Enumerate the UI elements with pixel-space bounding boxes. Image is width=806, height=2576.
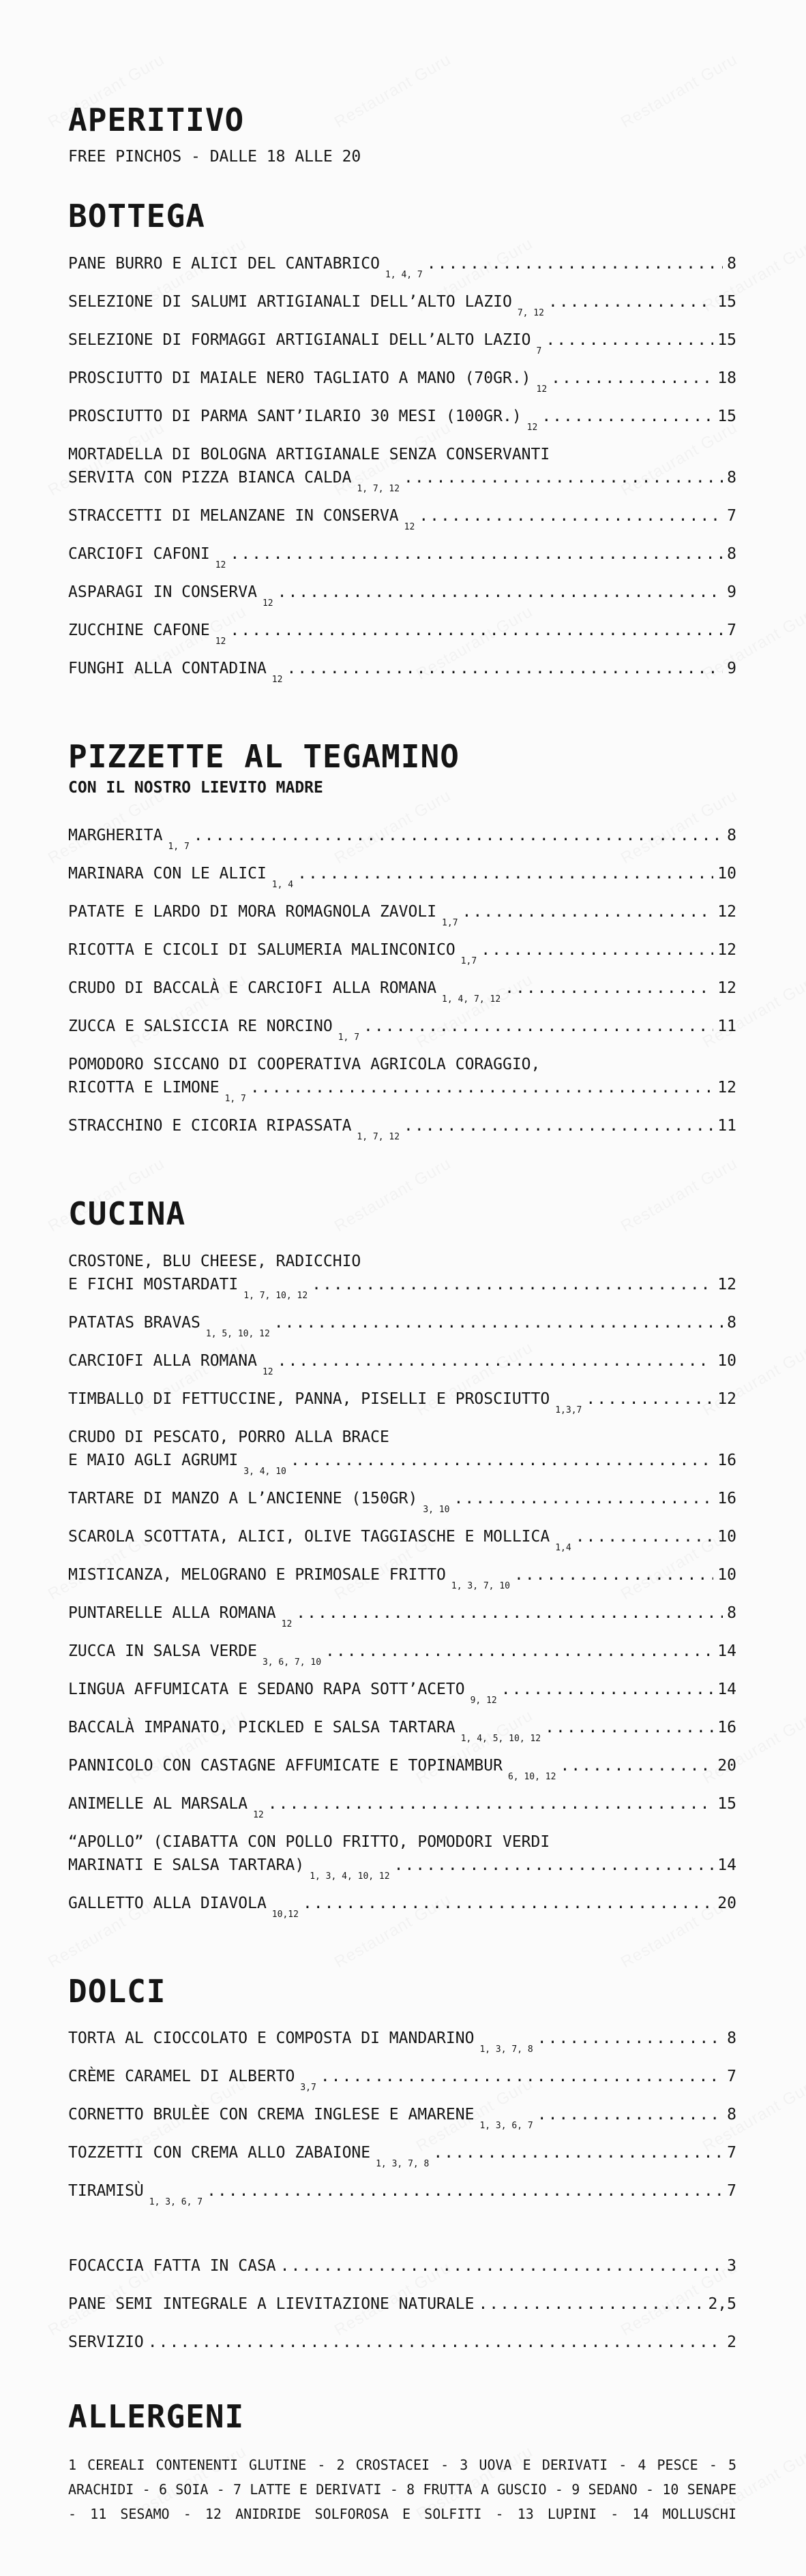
item-price: 15 [717, 1794, 736, 1813]
dot-leader [404, 466, 723, 489]
item-price: 8 [727, 468, 736, 487]
menu-item [68, 1015, 736, 1043]
item-row: ZUCCA IN SALSA VERDE 3, 6, 7, 10 ..... 14 [68, 1640, 736, 1663]
item-price: 12 [717, 902, 736, 921]
item-price: 8 [727, 826, 736, 844]
item-row: RICOTTA E LIMONE 1, 7 ..... 12 [68, 1076, 736, 1099]
menu-item [68, 1601, 736, 1629]
item-row: TIRAMISÙ 1, 3, 6, 7 ..... 7 [68, 2179, 736, 2203]
dot-leader [433, 2141, 723, 2164]
menu-item [68, 2065, 736, 2094]
menu-item [68, 1525, 736, 1553]
item-name: TOZZETTI CON CREMA ALLO ZABAIONE [68, 2144, 371, 2162]
item-price: 12 [717, 1078, 736, 1097]
menu-item [68, 2141, 736, 2170]
item-price: 10 [717, 864, 736, 883]
item-name: RICOTTA E LIMONE [68, 1078, 220, 1097]
item-price: 16 [717, 1718, 736, 1736]
menu-item [68, 542, 736, 570]
item-price: 14 [717, 1680, 736, 1698]
dot-leader [363, 1015, 713, 1038]
item-row: TARTARE DI MANZO A L’ANCIENNE (150GR) 3, 10 ..... 16 [68, 1487, 736, 1510]
item-name: BACCALÀ IMPANATO, PICKLED E SALSA TARTARA [68, 1718, 456, 1736]
item-price: 8 [727, 254, 736, 273]
item-price: 14 [717, 1856, 736, 1874]
menu-item [68, 1426, 736, 1477]
item-row: ANIMELLE AL MARSALA 12 ..... 15 [68, 1792, 736, 1815]
dot-leader [278, 1349, 714, 1373]
item-name-first-line: POMODORO SICCANO DI COOPERATIVA AGRICOLA CORAGGIO, [68, 1055, 541, 1073]
item-name: PROSCIUTTO DI MAIALE NERO TAGLIATO A MANO (70GR.) [68, 369, 531, 387]
dot-leader [194, 824, 723, 847]
item-price: 9 [727, 659, 736, 677]
item-name: CRÈME CARAMEL DI ALBERTO [68, 2068, 295, 2086]
item-name: ASPARAGI IN CONSERVA [68, 583, 257, 601]
item-row: STRACCHINO E CICORIA RIPASSATA 1, 7, 12 ..... 11 [68, 1114, 736, 1137]
item-price: 18 [717, 369, 736, 387]
item-price: 11 [717, 1017, 736, 1035]
item-price: 20 [717, 1894, 736, 1912]
extra-item [68, 2293, 736, 2316]
dot-leader [548, 290, 713, 313]
allergens-section [68, 2399, 736, 2526]
dot-leader [230, 542, 723, 566]
item-name: ZUCCHINE CAFONE [68, 621, 210, 639]
menu-item [68, 1387, 736, 1415]
item-price: 7 [727, 2144, 736, 2162]
dot-leader [290, 1449, 713, 1472]
item-price: 16 [717, 1489, 736, 1507]
item-row: PATATAS BRAVAS 1, 5, 10, 12 ..... 8 [68, 1311, 736, 1334]
menu-item [68, 1754, 736, 1782]
item-name: PUNTARELLE ALLA ROMANA [68, 1604, 276, 1622]
menu-sections [68, 102, 736, 2208]
item-row: SCAROLA SCOTTATA, ALICI, OLIVE TAGGIASCHE E MOLLICA 1,4 ..... 10 [68, 1525, 736, 1548]
item-row: SELEZIONE DI FORMAGGI ARTIGIANALI DELL’ALTO LAZIO 7 ..... 15 [68, 328, 736, 352]
dot-leader [325, 1640, 713, 1663]
menu-item [68, 900, 736, 928]
item-name: ZUCCA IN SALSA VERDE [68, 1642, 257, 1660]
item-name: FUNGHI ALLA CONTADINA [68, 659, 267, 677]
dot-leader [268, 1792, 714, 1815]
dot-leader [478, 2293, 704, 2316]
item-price: 2 [727, 2333, 736, 2352]
item-price: 15 [717, 331, 736, 349]
item-price: 7 [727, 621, 736, 639]
item-row: BACCALÀ IMPANATO, PICKLED E SALSA TARTARA 1, 4, 5, 10, 12 ..... 16 [68, 1716, 736, 1739]
dot-leader [427, 252, 723, 275]
item-name: ANIMELLE AL MARSALA [68, 1794, 248, 1813]
menu-item [68, 619, 736, 647]
item-row [68, 2254, 736, 2278]
dot-leader [394, 1854, 714, 1877]
item-name: PANE SEMI INTEGRALE A LIEVITAZIONE NATURALE [68, 2295, 475, 2314]
menu-item [68, 1792, 736, 1820]
item-row: MARINATI E SALSA TARTARA) 1, 3, 4, 10, 12 ..... 14 [68, 1854, 736, 1877]
item-price: 8 [727, 2106, 736, 2124]
menu-item [68, 938, 736, 966]
item-list [68, 824, 736, 1142]
extra-item [68, 2254, 736, 2278]
item-row: CRUDO DI BACCALÀ E CARCIOFI ALLA ROMANA 1, 4, 7, 12 ..... 12 [68, 977, 736, 1000]
item-name-first-line: CRUDO DI PESCATO, PORRO ALLA BRACE [68, 1428, 389, 1446]
item-row: STRACCETTI DI MELANZANE IN CONSERVA 12 ..... 7 [68, 504, 736, 527]
item-list [68, 2027, 736, 2208]
section-subtitle: CON IL NOSTRO LIEVITO MADRE [68, 778, 323, 797]
item-price: 7 [727, 506, 736, 525]
item-price: 8 [727, 545, 736, 563]
item-name: SELEZIONE DI SALUMI ARTIGIANALI DELL’ALTO LAZIO [68, 292, 512, 311]
item-row [68, 2293, 736, 2316]
menu-item [68, 1053, 736, 1104]
dot-leader [454, 1487, 714, 1510]
item-name: GALLETTO ALLA DIAVOLA [68, 1894, 267, 1912]
item-name: CARCIOFI CAFONI [68, 545, 210, 563]
dot-leader [230, 619, 723, 642]
item-price: 7 [727, 2068, 736, 2086]
menu-item [68, 290, 736, 318]
item-price: 10 [717, 1565, 736, 1584]
menu-item [68, 581, 736, 609]
menu-item [68, 1349, 736, 1377]
menu-item [68, 657, 736, 685]
section-aperitivo [68, 102, 736, 166]
menu-item [68, 2103, 736, 2132]
item-price: 11 [717, 1116, 736, 1135]
allergens-legend: 1 CEREALI CONTENENTI GLUTINE - 2 CROSTACEI - 3 UOVA E DERIVATI - 4 PESCE - 5 ARACHIDI - 6 SOIA - 7 LATTE E DERIVATI - 8 FRUTTA A GUSCIO - 9 SEDANO - 10 SENAPE - 11 SESAMO - 12 ANIDRIDE SOLFOROSA E SOLFITI - 13 LUPINI - 14 MOLLUSCHI [68, 2457, 736, 2523]
item-row: PROSCIUTTO DI PARMA SANT’ILARIO 30 MESI (100GR.) 12 ..... 15 [68, 405, 736, 428]
item-name: CARCIOFI ALLA ROMANA [68, 1351, 257, 1370]
menu-item [68, 1830, 736, 1882]
menu-item [68, 1716, 736, 1744]
menu-item [68, 405, 736, 433]
item-name: SERVIZIO [68, 2333, 144, 2352]
item-name: ZUCCA E SALSICCIA RE NORCINO [68, 1017, 333, 1035]
dot-leader [320, 2065, 723, 2088]
item-name: TIRAMISÙ [68, 2182, 144, 2201]
item-name: PANNICOLO CON CASTAGNE AFFUMICATE E TOPINAMBUR [68, 1756, 503, 1775]
item-name: E MAIO AGLI AGRUMI [68, 1451, 239, 1469]
item-row: MARGHERITA 1, 7 ..... 8 [68, 824, 736, 847]
menu-item [68, 443, 736, 494]
menu-item [68, 504, 736, 532]
section-title: DOLCI [68, 1972, 166, 2010]
section-bottega [68, 197, 736, 685]
dot-leader [537, 2027, 723, 2050]
dot-leader [280, 2254, 723, 2278]
dot-leader [546, 328, 713, 352]
item-name: PANE BURRO E ALICI DEL CANTABRICO [68, 254, 380, 273]
item-row: TOZZETTI CON CREMA ALLO ZABAIONE 1, 3, 7, 8 ..... 7 [68, 2141, 736, 2164]
menu-item [68, 1563, 736, 1591]
item-row: TIMBALLO DI FETTUCCINE, PANNA, PISELLI E PROSCIUTTO 1,3,7 ..... 12 [68, 1387, 736, 1411]
section-title: CUCINA [68, 1195, 186, 1232]
dot-leader [462, 900, 714, 923]
item-name: RICOTTA E CICOLI DI SALUMERIA MALINCONICO [68, 940, 456, 959]
item-row: CARCIOFI CAFONI 12 ..... 8 [68, 542, 736, 566]
item-row: CRÈME CARAMEL DI ALBERTO 3,7 ..... 7 [68, 2065, 736, 2088]
item-name: TORTA AL CIOCCOLATO E COMPOSTA DI MANDARINO [68, 2029, 475, 2048]
item-row: PANE BURRO E ALICI DEL CANTABRICO 1, 4, 7 ..... 8 [68, 252, 736, 275]
menu-item [68, 1640, 736, 1668]
menu-item [68, 252, 736, 280]
item-row: MISTICANZA, MELOGRANO E PRIMOSALE FRITTO 1, 3, 7, 10 ..... 10 [68, 1563, 736, 1586]
item-name: CRUDO DI BACCALÀ E CARCIOFI ALLA ROMANA [68, 979, 437, 997]
item-row: FUNGHI ALLA CONTADINA 12 ..... 9 [68, 657, 736, 680]
item-name: PATATE E LARDO DI MORA ROMAGNOLA ZAVOLI [68, 902, 437, 921]
item-name-first-line: “APOLLO” (CIABATTA CON POLLO FRITTO, POMODORI VERDI [68, 1833, 550, 1851]
menu-item [68, 1250, 736, 1301]
item-row: LINGUA AFFUMICATA E SEDANO RAPA SOTT’ACETO 9, 12 ..... 14 [68, 1678, 736, 1701]
dot-leader [296, 1601, 723, 1625]
item-name: E FICHI MOSTARDATI [68, 1275, 239, 1293]
item-name: MARINARA CON LE ALICI [68, 864, 267, 883]
menu-item [68, 977, 736, 1005]
section-title: PIZZETTE AL TEGAMINO [68, 737, 460, 775]
menu-item [68, 862, 736, 890]
dot-leader [419, 504, 723, 527]
menu-item [68, 328, 736, 356]
item-name-first-line: CROSTONE, BLU CHEESE, RADICCHIO [68, 1252, 361, 1270]
item-name: SERVITA CON PIZZA BIANCA CALDA [68, 468, 352, 487]
dot-leader [545, 1716, 713, 1739]
item-name: MARGHERITA [68, 826, 163, 844]
item-name: STRACCETTI DI MELANZANE IN CONSERVA [68, 506, 399, 525]
item-price: 15 [717, 407, 736, 425]
dot-leader [297, 862, 713, 885]
item-price: 10 [717, 1527, 736, 1546]
dot-leader [514, 1563, 713, 1586]
item-row: PUNTARELLE ALLA ROMANA 12 ..... 8 [68, 1601, 736, 1625]
menu-item [68, 2027, 736, 2055]
item-price: 7 [727, 2182, 736, 2201]
section-title: APERITIVO [68, 102, 245, 138]
section-dolci [68, 1972, 736, 2208]
item-name-first-line: MORTADELLA DI BOLOGNA ARTIGIANALE SENZA CONSERVANTI [68, 445, 550, 463]
item-row [68, 2331, 736, 2354]
item-price: 2,5 [708, 2295, 736, 2314]
section-subtitle: FREE PINCHOS - DALLE 18 ALLE 20 [68, 147, 361, 166]
dot-leader [586, 1387, 713, 1411]
section-cucina [68, 1195, 736, 1920]
item-row: CARCIOFI ALLA ROMANA 12 ..... 10 [68, 1349, 736, 1373]
extras-list [68, 2254, 736, 2354]
section-pizzette [68, 737, 736, 1142]
dot-leader [560, 1754, 713, 1777]
dot-leader [404, 1114, 713, 1137]
dot-leader [274, 1311, 723, 1334]
item-row: E MAIO AGLI AGRUMI 3, 4, 10 ..... 16 [68, 1449, 736, 1472]
section-title: BOTTEGA [68, 197, 205, 234]
item-price: 16 [717, 1451, 736, 1469]
item-row: RICOTTA E CICOLI DI SALUMERIA MALINCONICO 1,7 ..... 12 [68, 938, 736, 962]
dot-leader [551, 367, 713, 390]
dot-leader [481, 938, 713, 962]
dot-leader [505, 977, 713, 1000]
item-name: TIMBALLO DI FETTUCCINE, PANNA, PISELLI E PROSCIUTTO [68, 1390, 550, 1408]
item-list [68, 1250, 736, 1920]
dot-leader [250, 1076, 713, 1099]
item-name: STRACCHINO E CICORIA RIPASSATA [68, 1116, 352, 1135]
allergens-title: ALLERGENI [68, 2398, 245, 2436]
item-name: MARINATI E SALSA TARTARA) [68, 1856, 305, 1874]
item-price: 12 [717, 940, 736, 959]
item-price: 12 [717, 1390, 736, 1408]
dot-leader [207, 2179, 723, 2203]
item-row: PATATE E LARDO DI MORA ROMAGNOLA ZAVOLI 1,7 ..... 12 [68, 900, 736, 923]
dot-leader [537, 2103, 723, 2126]
item-name: PATATAS BRAVAS [68, 1313, 200, 1332]
menu-item [68, 1114, 736, 1142]
item-name: PROSCIUTTO DI PARMA SANT’ILARIO 30 MESI (100GR.) [68, 407, 522, 425]
dot-leader [148, 2331, 723, 2354]
item-name: TARTARE DI MANZO A L’ANCIENNE (150GR) [68, 1489, 418, 1507]
item-price: 15 [717, 292, 736, 311]
item-row: TORTA AL CIOCCOLATO E COMPOSTA DI MANDARINO 1, 3, 7, 8 ..... 8 [68, 2027, 736, 2050]
dot-leader [541, 405, 713, 428]
menu-item [68, 824, 736, 852]
dot-leader [278, 581, 723, 604]
item-row: E FICHI MOSTARDATI 1, 7, 10, 12 ..... 12 [68, 1273, 736, 1296]
item-row: SERVITA CON PIZZA BIANCA CALDA 1, 7, 12 ..... 8 [68, 466, 736, 489]
item-price: 9 [727, 583, 736, 601]
menu-page [68, 102, 736, 2526]
dot-leader [312, 1273, 713, 1296]
item-name: LINGUA AFFUMICATA E SEDANO RAPA SOTT’ACETO [68, 1680, 465, 1698]
item-list [68, 252, 736, 685]
menu-item [68, 367, 736, 395]
menu-item [68, 1311, 736, 1339]
item-name: SCAROLA SCOTTATA, ALICI, OLIVE TAGGIASCHE E MOLLICA [68, 1527, 550, 1546]
item-name: CORNETTO BRULÈE CON CREMA INGLESE E AMARENE [68, 2106, 475, 2124]
menu-item [68, 1892, 736, 1920]
item-row: SELEZIONE DI SALUMI ARTIGIANALI DELL’ALTO LAZIO 7, 12 ..... 15 [68, 290, 736, 313]
extra-item [68, 2331, 736, 2354]
item-price: 12 [717, 979, 736, 997]
item-row: PROSCIUTTO DI MAIALE NERO TAGLIATO A MANO (70GR.) 12 ..... 18 [68, 367, 736, 390]
item-name: SELEZIONE DI FORMAGGI ARTIGIANALI DELL’ALTO LAZIO [68, 331, 531, 349]
item-price: 20 [717, 1756, 736, 1775]
dot-leader [303, 1892, 713, 1915]
dot-leader [286, 657, 723, 680]
item-price: 8 [727, 1313, 736, 1332]
item-row: MARINARA CON LE ALICI 1, 4 ..... 10 [68, 862, 736, 885]
item-row: GALLETTO ALLA DIAVOLA 10,12 ..... 20 [68, 1892, 736, 1915]
menu-item [68, 2179, 736, 2208]
menu-item [68, 1678, 736, 1706]
item-price: 10 [717, 1351, 736, 1370]
menu-item [68, 1487, 736, 1515]
item-row: PANNICOLO CON CASTAGNE AFFUMICATE E TOPINAMBUR 6, 10, 12 ..... 20 [68, 1754, 736, 1777]
dot-leader [501, 1678, 714, 1701]
item-row: ZUCCHINE CAFONE 12 ..... 7 [68, 619, 736, 642]
item-price: 14 [717, 1642, 736, 1660]
dot-leader [576, 1525, 714, 1548]
item-price: 8 [727, 1604, 736, 1622]
item-row: ASPARAGI IN CONSERVA 12 ..... 9 [68, 581, 736, 604]
item-row: ZUCCA E SALSICCIA RE NORCINO 1, 7 ..... 11 [68, 1015, 736, 1038]
item-name: MISTICANZA, MELOGRANO E PRIMOSALE FRITTO [68, 1565, 446, 1584]
item-row: CORNETTO BRULÈE CON CREMA INGLESE E AMARENE 1, 3, 6, 7 ..... 8 [68, 2103, 736, 2126]
item-price: 12 [717, 1275, 736, 1293]
item-name: FOCACCIA FATTA IN CASA [68, 2257, 276, 2275]
item-price: 3 [727, 2257, 736, 2275]
item-price: 8 [727, 2029, 736, 2048]
